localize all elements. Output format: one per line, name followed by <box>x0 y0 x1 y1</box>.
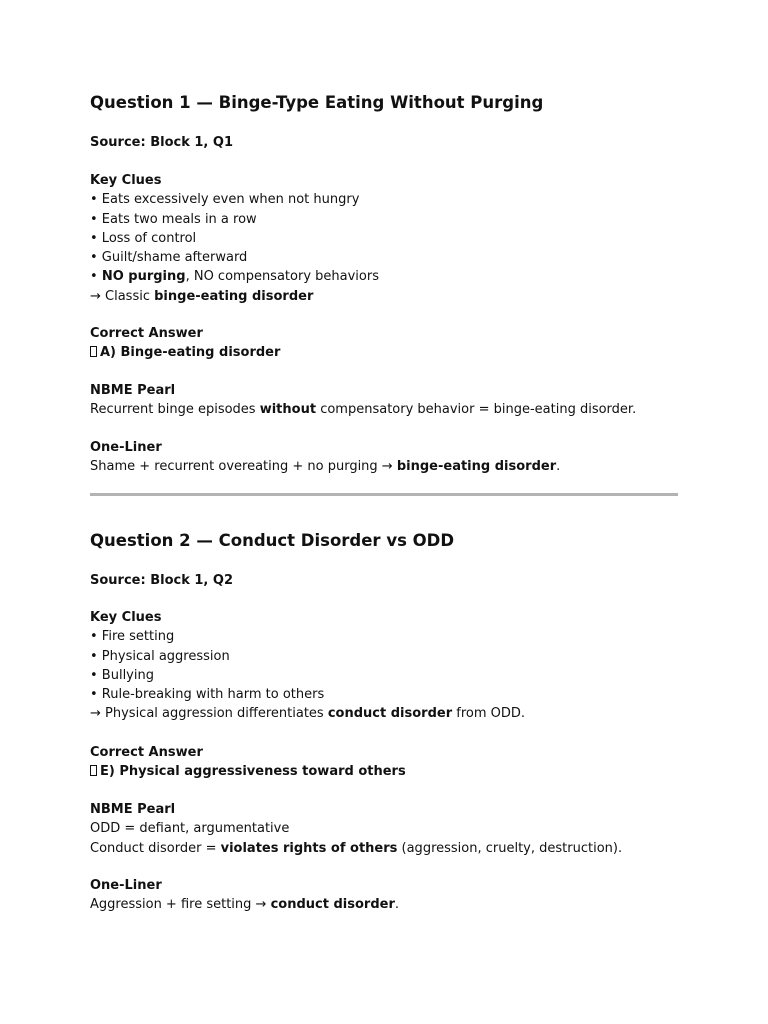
clue-item: • Physical aggression <box>90 648 230 664</box>
clue-item <box>90 267 690 286</box>
question-2-key-clues <box>90 608 690 724</box>
question-1-source-block <box>90 133 690 152</box>
oneliner-pre: Shame + recurrent overeating + no purging → <box>90 459 397 475</box>
summary-pre: → Physical aggression differentiates <box>90 706 328 722</box>
pearl-line-2 <box>90 839 690 858</box>
question-1-title: Question 1 — Binge-Type Eating Without Purging <box>90 93 544 112</box>
clue-rest-text: , NO compensatory behaviors <box>185 269 379 285</box>
question-1-title-block <box>90 92 690 114</box>
pearl-text-pre: Recurrent binge episodes <box>90 402 260 418</box>
pearl-text-bold: without <box>259 402 317 418</box>
oneliner-label: One-Liner <box>90 878 162 893</box>
question-2-title-block <box>90 530 690 552</box>
question-2-correct-answer <box>90 743 690 782</box>
correct-answer-label: Correct Answer <box>90 326 203 341</box>
pearl-line-1: ODD = defiant, argumentative <box>90 821 290 837</box>
clue-item: • Guilt/shame afterward <box>90 250 248 266</box>
clue-summary <box>90 704 690 723</box>
key-clues-label: Key Clues <box>90 173 162 188</box>
question-2-source: Source: Block 1, Q2 <box>90 573 233 588</box>
oneliner-bold: binge-eating disorder <box>396 459 557 475</box>
correct-answer-text: E) Physical aggressiveness toward others <box>100 764 406 780</box>
pearl-line2-pre: Conduct disorder = <box>90 840 221 856</box>
correct-answer-text: A) Binge-eating disorder <box>100 345 281 361</box>
oneliner-pre: Aggression + fire setting → <box>90 897 271 913</box>
oneliner-text <box>90 457 690 476</box>
question-1-pearl <box>90 381 690 420</box>
question-1-source: Source: Block 1, Q1 <box>90 135 233 150</box>
correct-answer <box>90 762 690 781</box>
pearl-label: NBME Pearl <box>90 383 176 398</box>
question-2-oneliner <box>90 876 690 915</box>
question-2-title: Question 2 — Conduct Disorder vs ODD <box>90 531 455 550</box>
oneliner-post: . <box>394 897 399 913</box>
clue-summary <box>90 287 690 306</box>
pearl-label: NBME Pearl <box>90 802 176 817</box>
oneliner-bold: conduct disorder <box>270 897 395 913</box>
question-1-oneliner <box>90 438 690 477</box>
pearl-text <box>90 400 690 419</box>
clue-item: • Eats two meals in a row <box>90 211 257 227</box>
correct-answer-label: Correct Answer <box>90 745 203 760</box>
summary-prefix: → Classic <box>90 288 155 304</box>
clue-bullet: • <box>90 269 102 285</box>
clue-item: • Bullying <box>90 667 154 683</box>
checkbox-glyph-icon <box>90 346 97 357</box>
question-1-key-clues <box>90 171 690 306</box>
correct-answer <box>90 343 690 362</box>
question-2-source-block <box>90 571 690 590</box>
key-clues-label: Key Clues <box>90 610 162 625</box>
oneliner-label: One-Liner <box>90 440 162 455</box>
checkbox-glyph-icon <box>90 765 97 776</box>
clue-item: • Eats excessively even when not hungry <box>90 192 360 208</box>
pearl-line2-post: (aggression, cruelty, destruction). <box>397 840 623 856</box>
question-2-pearl <box>90 800 690 858</box>
summary-bold: conduct disorder <box>327 706 453 722</box>
clue-item: • Loss of control <box>90 230 197 246</box>
oneliner-post: . <box>556 459 561 475</box>
clue-bold-text: NO purging <box>101 269 186 285</box>
oneliner-text <box>90 895 690 914</box>
clue-item: • Fire setting <box>90 629 175 645</box>
question-1-correct-answer <box>90 324 690 363</box>
clue-item: • Rule-breaking with harm to others <box>90 687 325 703</box>
summary-post: from ODD. <box>452 706 526 722</box>
summary-bold: binge-eating disorder <box>154 288 314 304</box>
pearl-line2-bold: violates rights of others <box>220 840 398 856</box>
pearl-text-post: compensatory behavior = binge-eating disorder. <box>316 402 637 418</box>
section-divider <box>90 493 678 496</box>
